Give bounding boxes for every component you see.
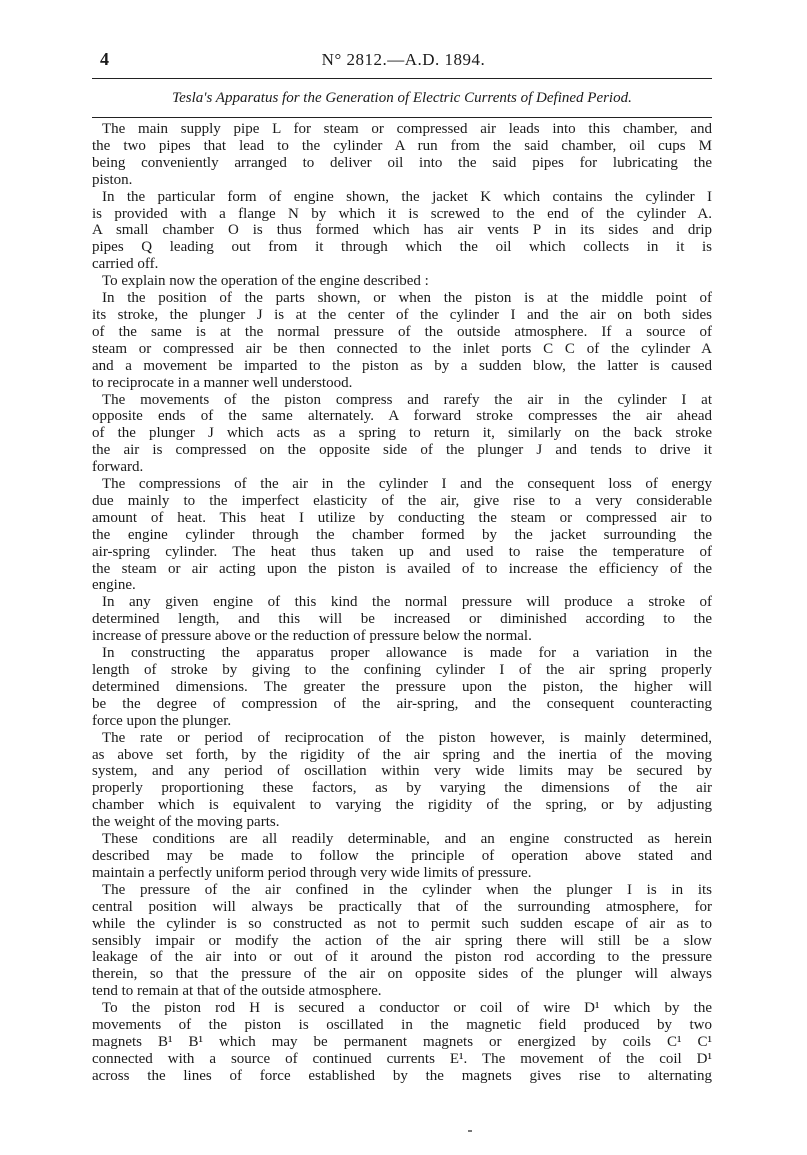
body-text xyxy=(92,121,712,1085)
header-rule-bottom xyxy=(92,117,712,118)
text-line: of the same is at the normal pressure of the outside atmosphere. If a source of xyxy=(92,323,712,340)
text-line: steam or compressed air be then connected to the inlet ports C C of the cylinder A xyxy=(92,340,712,357)
text-line: as above set forth, by the rigidity of the air spring and the inertia of the moving xyxy=(92,746,712,763)
text-line: The rate or period of reciprocation of the piston however, is mainly determined, xyxy=(102,729,712,746)
text-line: be the degree of compression of the air-spring, and the consequent counteracting xyxy=(92,695,712,712)
text-line: pipes Q leading out from it through which the oil which collects in it is xyxy=(92,239,712,256)
text-line: therein, so that the pressure of the air on opposite sides of the plunger will always xyxy=(92,966,712,983)
paragraph xyxy=(92,594,712,645)
text-line: piston. xyxy=(92,171,133,188)
text-line: determined length, and this will be increased or diminished according to the xyxy=(92,611,712,628)
text-line: amount of heat. This heat I utilize by conducting the steam or compressed air to xyxy=(92,509,712,526)
text-line: movements of the piston is oscillated in the magnetic field produced by two xyxy=(92,1017,712,1034)
text-line: force upon the plunger. xyxy=(92,712,232,729)
paragraph xyxy=(92,645,712,730)
text-line: leakage of the air into or out of it around the piston rod according to the pressure xyxy=(92,949,712,966)
text-line: The main supply pipe L for steam or compressed air leads into this chamber, and xyxy=(102,121,712,137)
text-line: magnets B¹ B¹ which may be permanent magnets or energized by coils C¹ C¹ xyxy=(92,1033,712,1050)
text-line: the weight of the moving parts. xyxy=(92,814,280,831)
text-line: carried off. xyxy=(92,256,159,273)
text-line: In the particular form of engine shown, the jacket K which contains the cylinder I xyxy=(102,188,712,205)
text-line: being conveniently arranged to deliver oil into the said pipes for lubricating the xyxy=(92,154,712,171)
text-line: To the piston rod H is secured a conductor or coil of wire D¹ which by the xyxy=(102,1000,712,1017)
text-line: central position will always be practically that of the surrounding atmosphere, for xyxy=(92,898,712,915)
paragraph xyxy=(92,290,712,391)
patent-number-title: N° 2812.—A.D. 1894. xyxy=(321,50,486,69)
page-number: 4 xyxy=(100,49,109,69)
text-line: engine. xyxy=(92,577,136,594)
paragraph xyxy=(92,831,712,882)
paragraph xyxy=(92,273,712,290)
text-line: In the position of the parts shown, or when the piston is at the middle point of xyxy=(102,290,712,307)
text-line: is provided with a flange N by which it is screwed to the end of the cylinder A. xyxy=(92,205,712,222)
paragraph xyxy=(92,476,712,594)
text-line: the engine cylinder through the chamber formed by the jacket surrounding the xyxy=(92,526,712,543)
text-line: air-spring cylinder. The heat thus taken up and used to raise the temperature of xyxy=(92,543,712,560)
text-line: the air is compressed on the opposite side of the plunger J and tends to drive it xyxy=(92,442,712,459)
text-line: chamber which is equivalent to varying the rigidity of the spring, or by adjusting xyxy=(92,797,712,814)
text-line: system, and any period of oscillation within very wide limits may be secured by xyxy=(92,763,712,780)
text-line: tend to remain at that of the outside atmosphere. xyxy=(92,983,382,1000)
text-line: The compressions of the air in the cylinder I and the consequent loss of energy xyxy=(102,476,712,493)
text-line: length of stroke by giving to the confining cylinder I of the air spring properly xyxy=(92,662,712,678)
text-line: the steam or air acting upon the piston is availed of to increase the efficiency of the xyxy=(92,560,712,577)
text-line: due mainly to the imperfect elasticity of the air, give rise to a very considerable xyxy=(92,492,712,509)
text-line: its stroke, the plunger J is at the center of the cylinder I and the air on both sides xyxy=(92,306,712,323)
text-line: A small chamber O is thus formed which has air vents P in its sides and drip xyxy=(92,222,712,239)
paragraph xyxy=(92,1000,712,1085)
text-line: determined dimensions. The greater the pressure upon the piston, the higher will xyxy=(92,678,712,695)
paragraph xyxy=(92,730,712,831)
paragraph xyxy=(92,392,712,477)
text-line: the two pipes that lead to the cylinder A run from the said chamber, oil cups M xyxy=(92,137,712,154)
text-line: connected with a source of continued currents E¹. The movement of the coil D¹ xyxy=(92,1050,712,1067)
text-line: maintain a perfectly uniform period through very wide limits of pressure. xyxy=(92,864,532,881)
text-line: The pressure of the air confined in the cylinder when the plunger I is in its xyxy=(102,881,712,898)
text-line: To explain now the operation of the engine described : xyxy=(102,273,429,290)
text-line: while the cylinder is so constructed as not to permit such sudden escape of air as to xyxy=(92,915,712,932)
text-line: sensibly impair or modify the action of the air spring there will still be a slow xyxy=(92,932,712,949)
text-line: and a movement be imparted to the piston as by a sudden blow, the latter is caused xyxy=(92,357,712,374)
text-line: In any given engine of this kind the normal pressure will produce a stroke of xyxy=(102,594,712,611)
text-line: properly proportioning these factors, as by varying the dimensions of the air xyxy=(92,780,712,797)
text-line: to reciprocate in a manner well understood. xyxy=(92,374,353,391)
text-line: The movements of the piston compress and rarefy the air in the cylinder I at xyxy=(102,391,712,408)
text-line: of the plunger J which acts as a spring to return it, similarly on the back stroke xyxy=(92,425,712,442)
text-line: increase of pressure above or the reduction of pressure below the normal. xyxy=(92,628,532,645)
paragraph xyxy=(92,882,712,1000)
text-line: In constructing the apparatus proper allowance is made for a variation in the xyxy=(102,645,712,662)
text-line: These conditions are all readily determinable, and an engine constructed as herein xyxy=(102,831,712,848)
text-line: opposite ends of the same alternately. A forward stroke compresses the air ahead xyxy=(92,408,712,425)
text-line: described may be made to follow the principle of operation above stated and xyxy=(92,847,712,864)
scan-mark xyxy=(468,1130,472,1132)
text-line: forward. xyxy=(92,459,144,476)
paragraph xyxy=(92,121,712,189)
paragraph xyxy=(92,189,712,274)
header-rule-top xyxy=(92,78,712,79)
patent-subtitle: Tesla's Apparatus for the Generation of Electric Currents of Defined Period. xyxy=(172,90,632,106)
text-line: across the lines of force established by the magnets gives rise to alternating xyxy=(92,1067,712,1084)
